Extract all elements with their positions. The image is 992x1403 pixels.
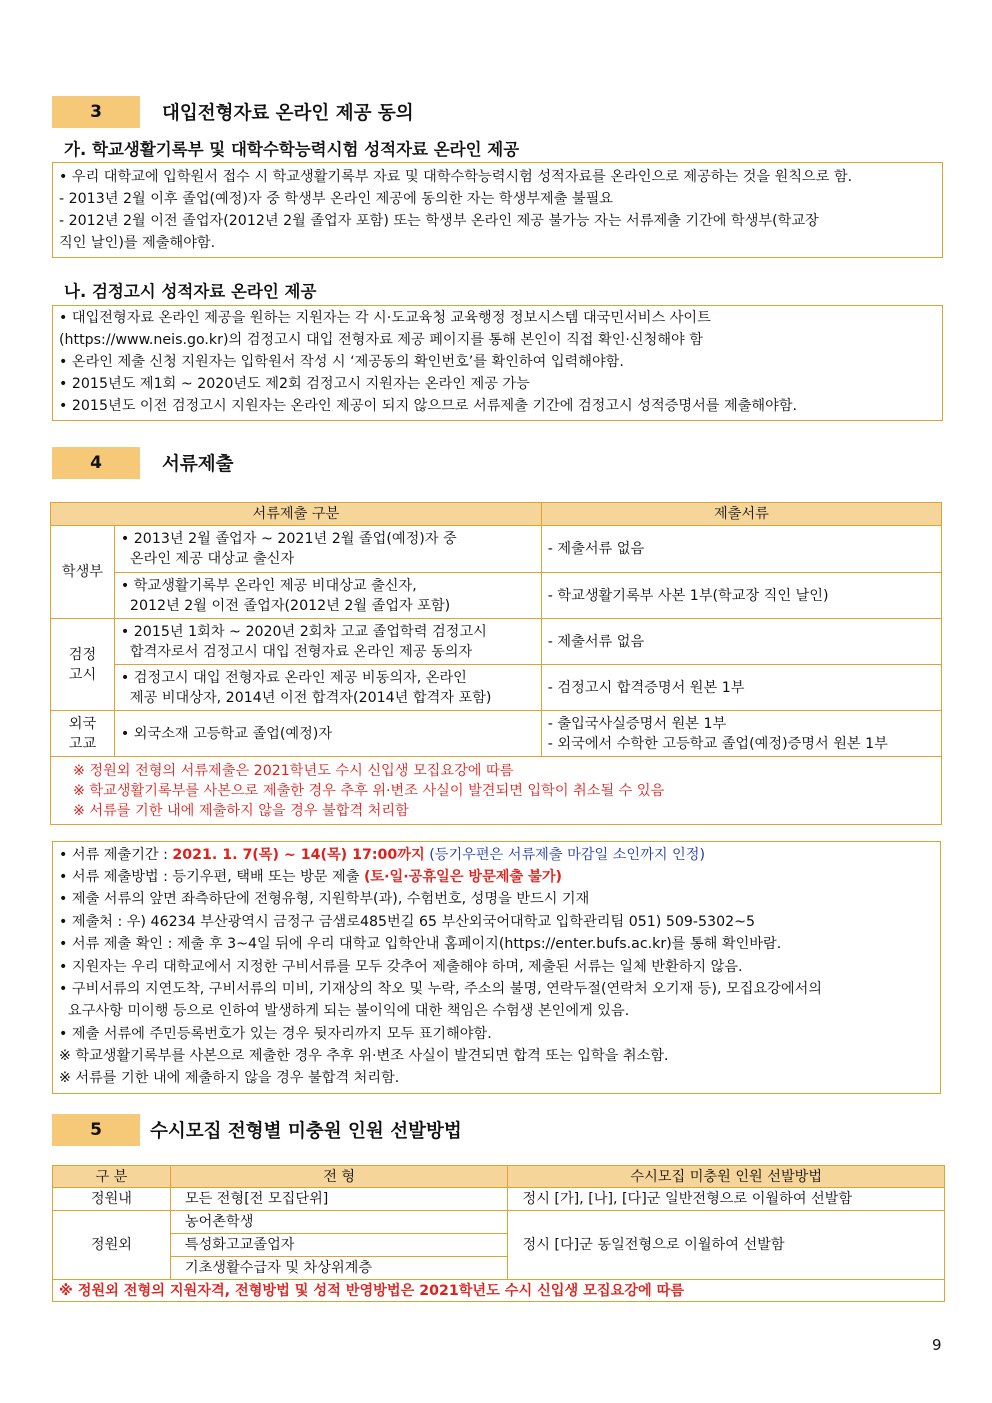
table-row xyxy=(51,711,942,757)
table-row xyxy=(51,665,942,711)
group-cell xyxy=(51,526,115,619)
table-row xyxy=(53,1188,945,1211)
note-cell: ※ 정원외 전형의 지원자격, 전형방법 및 성적 반영방법은 2021학년도 수시 신입생 모집요강에 따름 xyxy=(53,1280,945,1302)
box-line: • 우리 대학교에 입학원서 접수 시 학교생활기록부 자료 및 대학수학능력시험 성적자료를 온라인으로 제공하는 것을 원칙으로 함. xyxy=(59,169,853,185)
box-line: • 2015년도 제1회 ~ 2020년도 제2회 검정고시 지원자는 온라인 제공 가능 xyxy=(59,376,530,392)
docs-cell: - 제출서류 없음 xyxy=(541,619,941,665)
condition-line: 2012년 2월 이전 졸업자(2012년 2월 졸업자 포함) xyxy=(120,597,451,614)
info-line: • 제출 서류에 주민등록번호가 있는 경우 뒷자리까지 모두 표기해야함. xyxy=(59,1026,492,1042)
group-cell: 정원외 xyxy=(53,1211,171,1280)
document-submission-table xyxy=(50,502,942,825)
table-row xyxy=(51,526,942,573)
section-3-heading xyxy=(52,96,414,128)
subsection-a-title: 가. 학교생활기록부 및 대학수학능력시험 성적자료 온라인 제공 xyxy=(64,140,520,159)
docs-cell xyxy=(541,711,941,757)
ged-provision-box xyxy=(52,305,943,421)
submission-info-box xyxy=(52,841,941,1094)
box-line: - 2013년 2월 이후 졸업(예정)자 중 학생부 온라인 제공에 동의한 자는 학생부제출 불필요 xyxy=(59,191,614,207)
table-header: 수시모집 미충원 인원 선발방법 xyxy=(508,1166,945,1188)
note-line: ※ 정원외 전형의 서류제출은 2021학년도 수시 신입생 모집요강에 따름 xyxy=(73,762,514,779)
table-header: 제출서류 xyxy=(541,503,941,526)
section-title: 대입전형자료 온라인 제공 동의 xyxy=(162,103,414,124)
method-label: • 서류 제출방법 : 등기우편, 택배 또는 방문 제출 xyxy=(59,869,364,885)
note-line: ※ 서류를 기한 내에 제출하지 않을 경우 불합격 처리함 xyxy=(73,802,409,819)
method-cell: 정시 [다]군 동일전형으로 이월하여 선발함 xyxy=(508,1211,945,1280)
docs-line: - 출입국사실증명서 원본 1부 xyxy=(547,715,727,732)
condition-cell xyxy=(114,526,541,573)
unfilled-quota-table xyxy=(52,1165,945,1302)
method-cell: 정시 [가], [나], [다]군 일반전형으로 이월하여 선발함 xyxy=(508,1188,945,1211)
section-number: 3 xyxy=(52,96,140,128)
section-number: 4 xyxy=(52,447,140,479)
section-number: 5 xyxy=(52,1114,140,1146)
section-4-heading xyxy=(52,447,233,479)
box-line: • 2015년도 이전 검정고시 지원자는 온라인 제공이 되지 않으므로 서류제출 기간에 검정고시 성적증명서를 제출해야함. xyxy=(59,398,798,414)
group-cell: 정원내 xyxy=(53,1188,171,1211)
note-line: ※ 학교생활기록부를 사본으로 제출한 경우 추후 위·변조 사실이 발견되면 입학이 취소될 수 있음 xyxy=(73,782,665,799)
period-label: • 서류 제출기간 : xyxy=(59,847,173,863)
section-5-heading xyxy=(52,1114,462,1146)
page-number: 9 xyxy=(932,1336,942,1354)
type-cell: 모든 전형[전 모집단위] xyxy=(170,1188,508,1211)
notes-cell xyxy=(51,757,942,825)
group-cell: 외국 고교 xyxy=(51,711,115,757)
online-provision-box xyxy=(52,162,943,258)
section-title: 수시모집 전형별 미충원 인원 선발방법 xyxy=(150,1121,462,1142)
info-line: 요구사항 미이행 등으로 인하여 발생하게 되는 불이익에 대한 책임은 수험생 본인에게 있음. xyxy=(59,1003,630,1019)
type-cell: 농어촌학생 xyxy=(170,1211,508,1234)
condition-cell xyxy=(114,573,541,619)
box-line: • 온라인 제출 신청 지원자는 입학원서 작성 시 ‘제공동의 확인번호’를 확인하여 입력해야함. xyxy=(59,354,624,370)
condition-line: 온라인 제공 대상교 출신자 xyxy=(120,551,295,567)
condition-line: • 검정고시 대입 전형자료 온라인 제공 비동의자, 온라인 xyxy=(120,669,467,686)
info-line: • 구비서류의 지연도착, 구비서류의 미비, 기재상의 착오 및 누락, 주소의 불명, 연락두절(연락처 오기재 등), 모집요강에서의 xyxy=(59,981,822,997)
docs-cell: - 제출서류 없음 xyxy=(541,526,941,573)
period-value: 2021. 1. 7(목) ~ 14(목) 17:00까지 xyxy=(172,847,425,863)
info-line: ※ 학교생활기록부를 사본으로 제출한 경우 추후 위·변조 사실이 발견되면 합격 또는 입학을 취소함. xyxy=(59,1048,669,1064)
group-cell: 검정 고시 xyxy=(51,619,115,711)
docs-line: - 외국에서 수학한 고등학교 졸업(예정)증명서 원본 1부 xyxy=(547,735,888,752)
group-label: 학생부 xyxy=(61,564,104,580)
period-line xyxy=(59,845,705,865)
info-line: • 지원자는 우리 대학교에서 지정한 구비서류를 모두 갖추어 제출해야 하며, 제출된 서류는 일체 반환하지 않음. xyxy=(59,959,743,975)
condition-cell: • 외국소재 고등학교 졸업(예정)자 xyxy=(114,711,541,757)
condition-line: • 학교생활기록부 온라인 제공 비대상교 출신자, xyxy=(120,577,417,594)
table-header: 전 형 xyxy=(170,1166,508,1188)
method-line xyxy=(59,867,562,887)
method-note: (토·일·공휴일은 방문제출 불가) xyxy=(363,869,563,885)
docs-cell: - 학교생활기록부 사본 1부(학교장 직인 날인) xyxy=(541,573,941,619)
info-line: • 서류 제출 확인 : 제출 후 3~4일 뒤에 우리 대학교 입학안내 홈페이지(https://enter.bufs.ac.kr)를 통해 확인바람. xyxy=(59,936,782,952)
box-line: (https://www.neis.go.kr)의 검정고시 대입 전형자료 제공 페이지를 통해 본인이 직접 확인·신청해야 함 xyxy=(59,332,703,348)
table-header: 구 분 xyxy=(53,1166,171,1188)
table-notes-row xyxy=(51,757,942,825)
section-title: 서류제출 xyxy=(162,454,234,475)
table-row xyxy=(51,573,942,619)
table-header: 서류제출 구분 xyxy=(51,503,542,526)
condition-line: 합격자로서 검정고시 대입 전형자료 온라인 제공 동의자 xyxy=(120,643,473,660)
subsection-b-title: 나. 검정고시 성적자료 온라인 제공 xyxy=(64,282,317,301)
table-notes-row xyxy=(53,1280,945,1302)
docs-cell: - 검정고시 합격증명서 원본 1부 xyxy=(541,665,941,711)
condition-line: 제공 비대상자, 2014년 이전 합격자(2014년 합격자 포함) xyxy=(120,689,492,706)
type-cell: 특성화고교졸업자 xyxy=(170,1234,508,1257)
table-row xyxy=(53,1211,945,1234)
type-cell: 기초생활수급자 및 차상위계층 xyxy=(170,1257,508,1280)
info-line: • 제출처 : 우) 46234 부산광역시 금정구 금샘로485번길 65 부산외국어대학교 입학관리팀 051) 509-5302~5 xyxy=(59,914,756,930)
condition-cell xyxy=(114,619,541,665)
condition-line: • 2015년 1회차 ~ 2020년 2회차 고교 졸업학력 검정고시 xyxy=(120,623,487,640)
table-row xyxy=(51,619,942,665)
box-line: - 2012년 2월 이전 졸업자(2012년 2월 졸업자 포함) 또는 학생부 온라인 제공 불가능 자는 서류제출 기간에 학생부(학교장 xyxy=(59,213,819,229)
box-line: 직인 날인)를 제출해야함. xyxy=(59,235,216,251)
condition-cell xyxy=(114,665,541,711)
box-line: • 대입전형자료 온라인 제공을 원하는 지원자는 각 시·도교육청 교육행정 정보시스템 대국민서비스 사이트 xyxy=(59,310,711,326)
period-note: (등기우편은 서류제출 마감일 소인까지 인정) xyxy=(424,847,706,863)
info-line: ※ 서류를 기한 내에 제출하지 않을 경우 불합격 처리함. xyxy=(59,1070,400,1086)
condition-line: • 2013년 2월 졸업자 ~ 2021년 2월 졸업(예정)자 중 xyxy=(120,531,457,547)
info-line: • 제출 서류의 앞면 좌측하단에 전형유형, 지원학부(과), 수험번호, 성명을 반드시 기재 xyxy=(59,891,590,907)
